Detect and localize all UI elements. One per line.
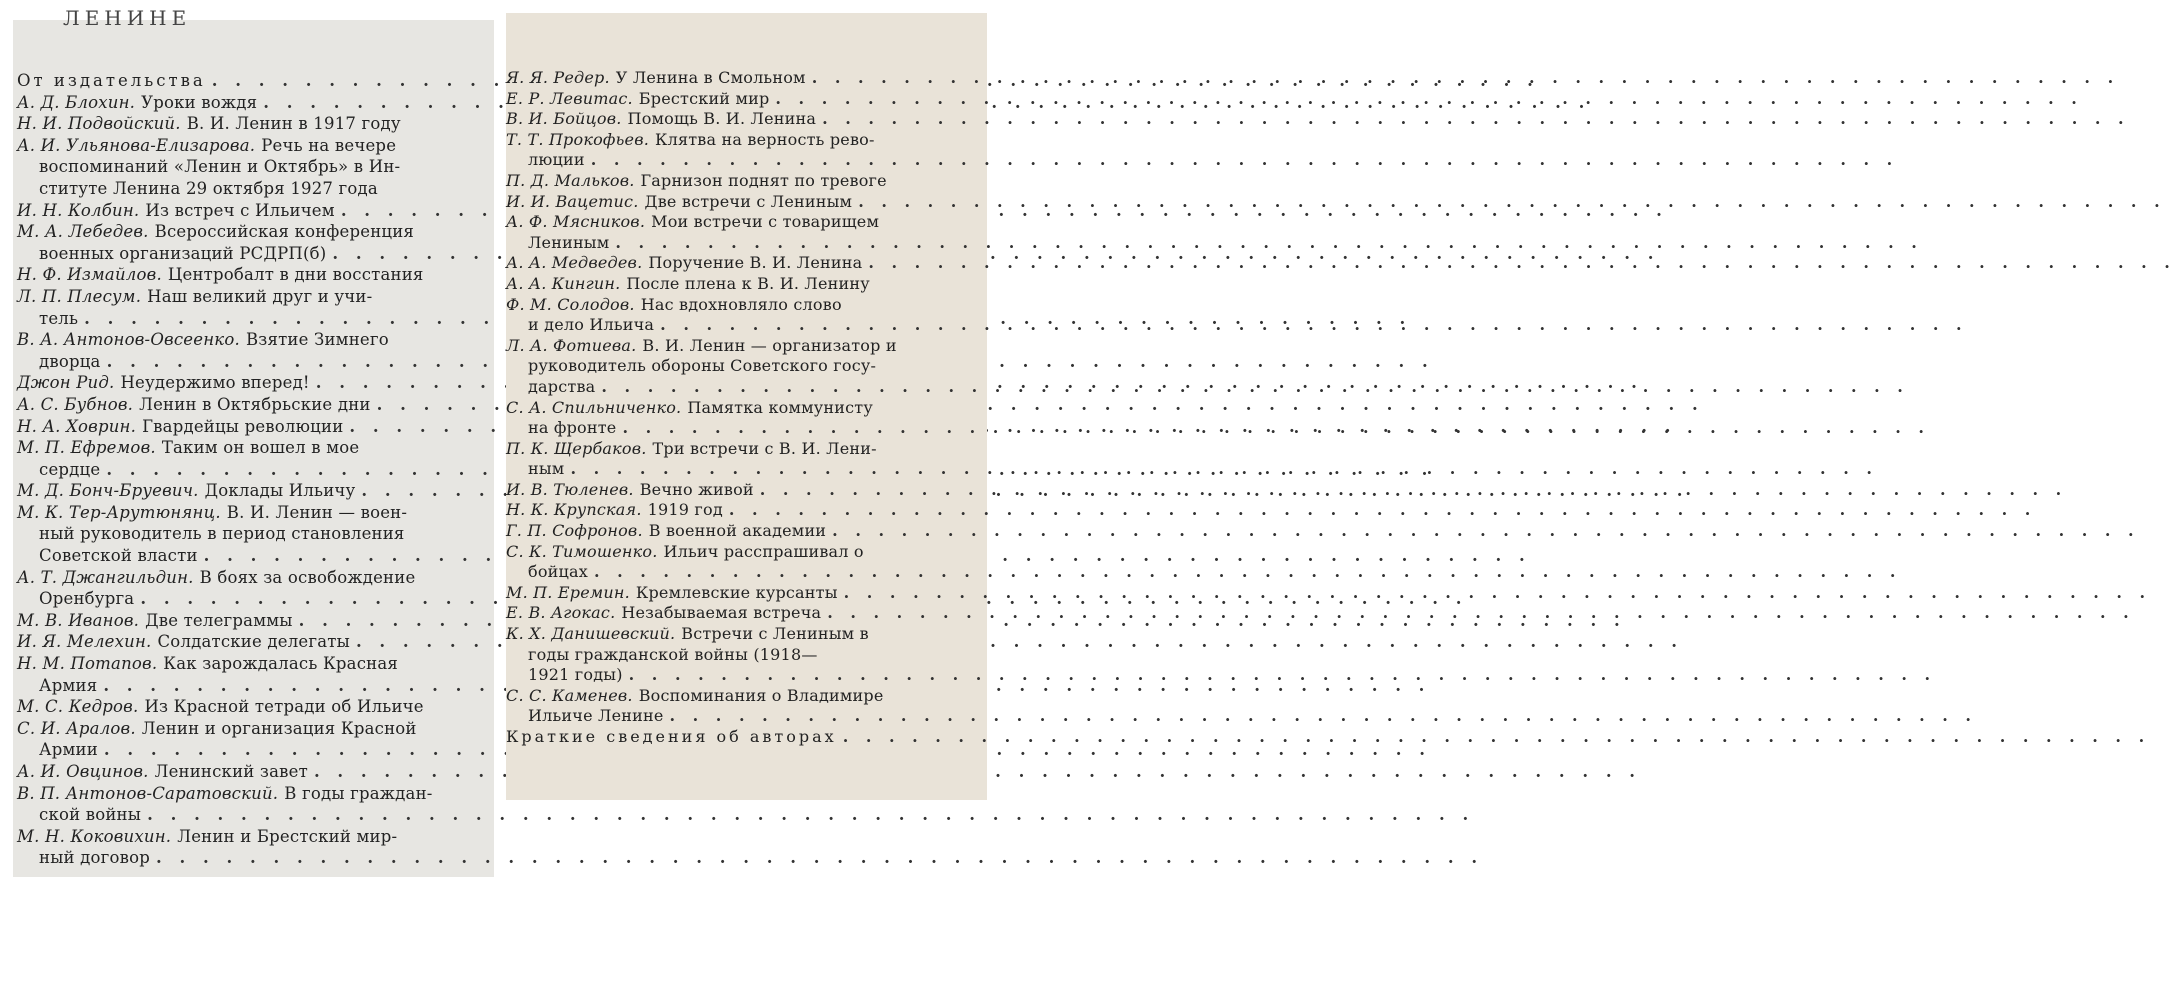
toc-list-left	[17, 70, 488, 869]
toc-entry	[17, 761, 488, 783]
toc-entry-title: и дело Ильича	[528, 315, 655, 335]
toc-entry-title: Доклады Ильичу	[204, 481, 356, 501]
toc-entry	[506, 480, 977, 501]
dot-leaders	[654, 315, 1967, 336]
toc-entry-title: годы гражданской войны (1918—	[528, 644, 818, 664]
toc-entry	[506, 686, 977, 727]
toc-entry	[506, 398, 977, 439]
toc-entry-line	[506, 336, 977, 357]
toc-entry-author: И. В. Тюленев.	[506, 479, 634, 499]
dot-leaders	[664, 706, 1977, 727]
toc-entry-title: У Ленина в Смольном	[615, 68, 806, 87]
toc-entry-author: Н. К. Крупская.	[506, 500, 642, 520]
toc-entry-line	[17, 761, 488, 783]
toc-entry	[17, 329, 488, 372]
toc-entry-title: Краткие сведения об авторах	[506, 727, 837, 746]
toc-entry-title: Армии	[39, 740, 98, 760]
toc-entry-title: Взятие Зимнего	[245, 330, 389, 350]
toc-entry-author: С. И. Аралов.	[17, 718, 136, 738]
toc-entry-title: Ленин в Октябрьские дни	[139, 394, 371, 414]
dot-leaders	[723, 500, 2036, 521]
toc-entry-line	[17, 739, 488, 761]
toc-entry-line	[506, 562, 977, 583]
toc-entry-line	[506, 89, 977, 110]
toc-entry-line	[506, 645, 977, 666]
toc-entry-title: сердце	[39, 459, 101, 479]
toc-entry-title: Ильич расспрашивал о	[663, 541, 864, 561]
toc-entry-line	[17, 308, 488, 330]
toc-entry-line	[506, 377, 977, 398]
dot-leaders	[754, 480, 2067, 501]
toc-entry-line	[506, 295, 977, 316]
toc-entry	[17, 135, 488, 200]
toc-entry-title: Уроки вождя	[141, 92, 258, 112]
toc-entry-title: Ленинский завет	[154, 762, 308, 781]
toc-entry-line	[506, 542, 977, 563]
toc-entry	[506, 274, 977, 295]
toc-entry	[17, 610, 488, 632]
toc-entry-title: Как зарождалась Красная	[163, 654, 398, 674]
toc-entry-title: В боях за освобождение	[199, 567, 416, 587]
toc-entry-author: А. И. Ульянова-Елизарова.	[17, 135, 256, 155]
dot-leaders	[150, 847, 1483, 869]
toc-entry-line	[17, 416, 488, 438]
toc-entry-line	[506, 212, 977, 233]
toc-entry-title: В. И. Ленин в 1917 году	[186, 114, 401, 134]
toc-entry-author: А. Д. Блохин.	[17, 92, 136, 112]
toc-entry	[17, 221, 488, 264]
toc-entry	[17, 416, 488, 438]
toc-entry-title: Незабываемая встреча	[621, 603, 822, 623]
toc-entry-author: А. Ф. Мясников.	[506, 212, 646, 232]
toc-entry	[17, 783, 488, 826]
toc-entry-line	[17, 286, 488, 308]
toc-entry-line	[506, 109, 977, 130]
dot-leaders	[826, 521, 2139, 542]
toc-entry-title: ституте Ленина 29 октября 1927 года	[39, 178, 378, 198]
toc-entry-title: Оренбурга	[39, 589, 135, 609]
left-book-page	[13, 6, 494, 877]
toc-entry-author: А. А. Медведев.	[506, 253, 643, 273]
toc-entry-line	[506, 624, 977, 645]
toc-entry	[17, 200, 488, 222]
toc-entry	[17, 567, 488, 610]
toc-entry	[506, 583, 977, 604]
toc-entry	[17, 264, 488, 286]
toc-entry-line	[17, 437, 488, 459]
toc-entry-line	[17, 631, 488, 653]
dot-leaders	[585, 150, 1898, 171]
toc-entry-author: Е. В. Агокас.	[506, 603, 616, 623]
toc-entry-title: Клятва на верность рево-	[655, 129, 875, 149]
toc-entry-line	[17, 826, 488, 848]
toc-entry-title: ный руководитель в период становления	[39, 524, 405, 544]
toc-entry-line	[17, 135, 488, 157]
toc-entry-line	[506, 418, 977, 439]
toc-entry	[506, 171, 977, 192]
toc-entry-title: Советской власти	[39, 546, 198, 566]
toc-entry-line	[17, 588, 488, 610]
toc-entry-line	[17, 783, 488, 805]
toc-entry-title: Солдатские делегаты	[157, 632, 350, 652]
toc-entry-line	[506, 480, 977, 501]
dot-leaders	[806, 68, 2119, 89]
toc-entry-title: бойцах	[528, 562, 588, 582]
toc-entry-title: Нас вдохновляло слово	[640, 294, 842, 314]
toc-entry-author: К. Х. Данишевский.	[506, 624, 676, 644]
toc-entry-line	[17, 221, 488, 243]
toc-entry-title: От издательства	[17, 71, 206, 90]
toc-entry-title: Памятка коммунисту	[687, 397, 873, 417]
toc-entry	[17, 286, 488, 329]
toc-entry-title: Помощь В. И. Ленина	[627, 109, 817, 129]
toc-entry-line	[506, 398, 977, 419]
toc-entry-author: Н. И. Подвойский.	[17, 114, 181, 134]
toc-entry-line	[17, 502, 488, 524]
toc-entry-line	[17, 70, 488, 92]
toc-entry	[17, 718, 488, 761]
toc-entry-line	[17, 200, 488, 222]
toc-entry-author: А. А. Кингин.	[506, 273, 621, 293]
toc-entry	[506, 253, 977, 274]
toc-entry-line	[506, 233, 977, 254]
toc-entry-title: ской войны	[39, 805, 142, 825]
toc-entry-title: 1921 годы)	[528, 665, 623, 685]
dot-leaders	[852, 192, 2165, 213]
toc-entry-author: П. К. Щербаков.	[506, 438, 647, 458]
dot-leaders	[837, 727, 2150, 748]
toc-entry-author: М. П. Еремин.	[506, 582, 630, 602]
toc-entry	[17, 113, 488, 135]
toc-entry-author: В. А. Антонов-Овсеенко.	[17, 330, 240, 350]
toc-entry-author: Н. М. Потапов.	[17, 654, 158, 674]
toc-entry-line	[17, 847, 488, 869]
toc-entry-line	[17, 675, 488, 697]
toc-entry-title: В. И. Ленин — воен-	[226, 502, 408, 522]
toc-entry-line	[17, 372, 488, 394]
toc-entry-title: Из встреч с Ильичем	[145, 200, 335, 220]
toc-entry-title: Ильиче Ленине	[528, 706, 664, 726]
toc-entry-title: В годы граждан-	[284, 783, 433, 803]
toc-entry-title: Встречи с Лениным в	[681, 624, 869, 644]
toc-entry-line	[506, 686, 977, 707]
toc-entry-author: Л. П. Плесум.	[17, 286, 142, 306]
toc-entry-author: И. Н. Колбин.	[17, 200, 140, 220]
toc-entry-title: Поручение В. И. Ленина	[648, 253, 863, 273]
toc-entry-author: В. И. Бойцов.	[506, 109, 622, 129]
toc-entry	[506, 542, 977, 583]
toc-entry-author: М. Н. Коковихин.	[17, 826, 172, 846]
toc-entry-author: В. П. Антонов-Саратовский.	[17, 783, 279, 803]
toc-entry	[17, 631, 488, 653]
toc-entry-title: Вечно живой	[639, 479, 754, 499]
toc-entry-author: Е. Р. Левитас.	[506, 88, 633, 108]
toc-entry-title: ный договор	[39, 848, 151, 868]
toc-entry-title: Две встречи с Лениным	[644, 191, 853, 211]
toc-entry	[506, 500, 977, 521]
toc-entry-author: М. П. Ефремов.	[17, 438, 156, 458]
dot-leaders	[564, 459, 1877, 480]
toc-entry-author: С. А. Спильниченко.	[506, 397, 682, 417]
toc-entry-title: воспоминаний «Ленин и Октябрь» в Ин-	[39, 157, 401, 177]
toc-entry-author: С. К. Тимошенко.	[506, 541, 658, 561]
toc-entry	[506, 130, 977, 171]
toc-entry-line	[506, 727, 977, 748]
toc-entry-line	[17, 394, 488, 416]
toc-entry-title: Воспоминания о Владимире	[638, 685, 884, 705]
toc-entry-line	[17, 113, 488, 135]
toc-entry-author: И. Я. Мелехин.	[17, 632, 152, 652]
toc-entry-author: М. С. Кедров.	[17, 697, 139, 717]
toc-entry-line	[17, 243, 488, 265]
toc-entry-author: С. С. Каменев.	[506, 685, 633, 705]
dot-leaders	[141, 804, 1474, 826]
toc-entry-line	[506, 665, 977, 686]
toc-entry-author: Л. А. Фотиева.	[506, 335, 637, 355]
toc-entry-author: А. С. Бубнов.	[17, 394, 134, 414]
toc-entry-author: А. И. Овцинов.	[17, 762, 149, 781]
toc-list-right	[506, 68, 977, 748]
toc-entry-author: Г. П. Софронов.	[506, 521, 643, 541]
toc-entry-title: Неудержимо вперед!	[120, 373, 310, 393]
toc-entry-line	[17, 459, 488, 481]
toc-entry	[17, 826, 488, 869]
toc-entry-title: дворца	[39, 351, 101, 371]
toc-entry-line	[506, 315, 977, 336]
toc-entry-line	[17, 718, 488, 740]
toc-entry-title: В. И. Ленин — организатор и	[642, 335, 897, 355]
toc-entry	[506, 603, 977, 624]
page-header-fragment: ЛЕНИНЕ	[63, 6, 192, 30]
toc-entry-line	[506, 459, 977, 480]
dot-leaders	[821, 603, 2134, 624]
toc-entry	[17, 394, 488, 416]
toc-entry-line	[506, 500, 977, 521]
toc-entry-title: Армия	[39, 675, 98, 695]
toc-entry-author: И. И. Вацетис.	[506, 191, 639, 211]
toc-entry-line	[17, 545, 488, 567]
toc-entry	[17, 502, 488, 567]
toc-entry	[506, 727, 977, 748]
toc-entry	[506, 89, 977, 110]
toc-entry-line	[506, 603, 977, 624]
toc-entry-line	[506, 68, 977, 89]
toc-entry-title: Три встречи с В. И. Лени-	[652, 438, 877, 458]
toc-entry-author: М. В. Иванов.	[17, 610, 140, 630]
toc-entry-line	[506, 150, 977, 171]
toc-entry-line	[17, 523, 488, 545]
toc-entry-line	[506, 521, 977, 542]
toc-entry-title: Лениным	[528, 232, 610, 252]
toc-entry-title: дарства	[528, 376, 596, 396]
toc-entry-title: В военной академии	[648, 521, 827, 541]
toc-entry	[506, 212, 977, 253]
toc-entry-line	[506, 706, 977, 727]
toc-entry	[17, 92, 488, 114]
toc-entry-title: Кремлевские курсанты	[635, 582, 838, 602]
toc-entry-line	[17, 351, 488, 373]
toc-entry	[506, 68, 977, 89]
toc-entry	[506, 336, 977, 398]
dot-leaders	[616, 418, 1929, 439]
toc-entry-title: тель	[39, 308, 79, 328]
toc-entry-line	[506, 253, 977, 274]
dot-leaders	[588, 562, 1901, 583]
toc-entry-title: После плена к В. И. Ленину	[626, 273, 870, 293]
toc-entry	[17, 372, 488, 394]
toc-entry-line	[17, 156, 488, 178]
dot-leaders	[769, 89, 2082, 110]
dot-leaders	[862, 253, 2175, 274]
toc-entry-author: Ф. М. Солодов.	[506, 294, 635, 314]
toc-entry	[506, 109, 977, 130]
toc-entry-author: Джон Рид.	[17, 373, 115, 393]
toc-entry-title: Ленин и организация Красной	[141, 718, 417, 738]
toc-entry-author: М. К. Тер-Арутюнянц.	[17, 502, 221, 522]
toc-entry-title: Наш великий друг и учи-	[147, 286, 373, 306]
toc-entry	[17, 437, 488, 480]
toc-entry-title: Центробалт в дни восстания	[167, 265, 424, 285]
toc-entry-line	[17, 567, 488, 589]
toc-entry-author: Н. А. Ховрин.	[17, 416, 137, 436]
toc-entry-line	[17, 610, 488, 632]
toc-entry-title: Речь на вечере	[261, 135, 397, 155]
toc-entry-line	[17, 264, 488, 286]
right-book-page	[506, 13, 987, 800]
toc-entry	[17, 696, 488, 718]
toc-entry	[17, 653, 488, 696]
toc-entry-line	[506, 130, 977, 151]
toc-entry-title: Всероссийская конференция	[154, 222, 415, 242]
toc-entry-title: Таким он вошел в мое	[161, 438, 360, 458]
toc-entry-title: Мои встречи с товарищем	[651, 212, 880, 232]
toc-entry-line	[506, 439, 977, 460]
toc-entry	[506, 439, 977, 480]
toc-entry-line	[17, 178, 488, 200]
toc-entry-line	[17, 329, 488, 351]
toc-entry-author: П. Д. Мальков.	[506, 170, 635, 190]
toc-entry-title: Две телеграммы	[145, 610, 293, 630]
toc-entry-title: люции	[528, 150, 585, 170]
toc-entry-title: руководитель обороны Советского госу-	[528, 356, 877, 376]
dot-leaders	[816, 109, 2129, 130]
dot-leaders	[595, 377, 1908, 398]
toc-entry-author: М. Д. Бонч-Бруевич.	[17, 481, 199, 501]
toc-entry-line	[506, 356, 977, 377]
toc-entry-title: 1919 год	[647, 500, 723, 520]
toc-entry-title: Гвардейцы революции	[142, 416, 344, 436]
toc-entry	[17, 480, 488, 502]
toc-entry-title: Брестский мир	[638, 88, 770, 108]
toc-entry-title: военных организаций РСДРП(б)	[39, 243, 327, 263]
toc-entry-author: Т. Т. Прокофьев.	[506, 129, 650, 149]
dot-leaders	[623, 665, 1936, 686]
toc-entry-title: ным	[528, 459, 565, 479]
toc-entry-line	[506, 171, 977, 192]
toc-entry	[506, 624, 977, 686]
toc-entry-line	[506, 583, 977, 604]
dot-leaders	[609, 233, 1922, 254]
toc-entry-line	[17, 696, 488, 718]
toc-entry-author: Н. Ф. Измайлов.	[17, 265, 162, 285]
toc-entry-line	[506, 192, 977, 213]
toc-entry	[506, 295, 977, 336]
toc-entry-author: М. А. Лебедев.	[17, 222, 149, 242]
toc-entry	[506, 192, 977, 213]
toc-entry-title: Из Красной тетради об Ильиче	[144, 697, 424, 717]
toc-entry-title: Гарнизон поднят по тревоге	[640, 170, 887, 190]
toc-entry-author: Я. Я. Редер.	[506, 68, 610, 87]
toc-entry-author: А. Т. Джангильдин.	[17, 567, 194, 587]
toc-entry-line	[17, 92, 488, 114]
toc-entry-line	[17, 653, 488, 675]
toc-entry	[506, 521, 977, 542]
toc-entry	[17, 70, 488, 92]
toc-entry-line	[17, 480, 488, 502]
toc-entry-line	[17, 804, 488, 826]
toc-entry-line	[506, 274, 977, 295]
dot-leaders	[838, 583, 2151, 604]
toc-entry-title: на фронте	[528, 418, 617, 438]
toc-entry-title: Ленин и Брестский мир-	[177, 826, 398, 846]
